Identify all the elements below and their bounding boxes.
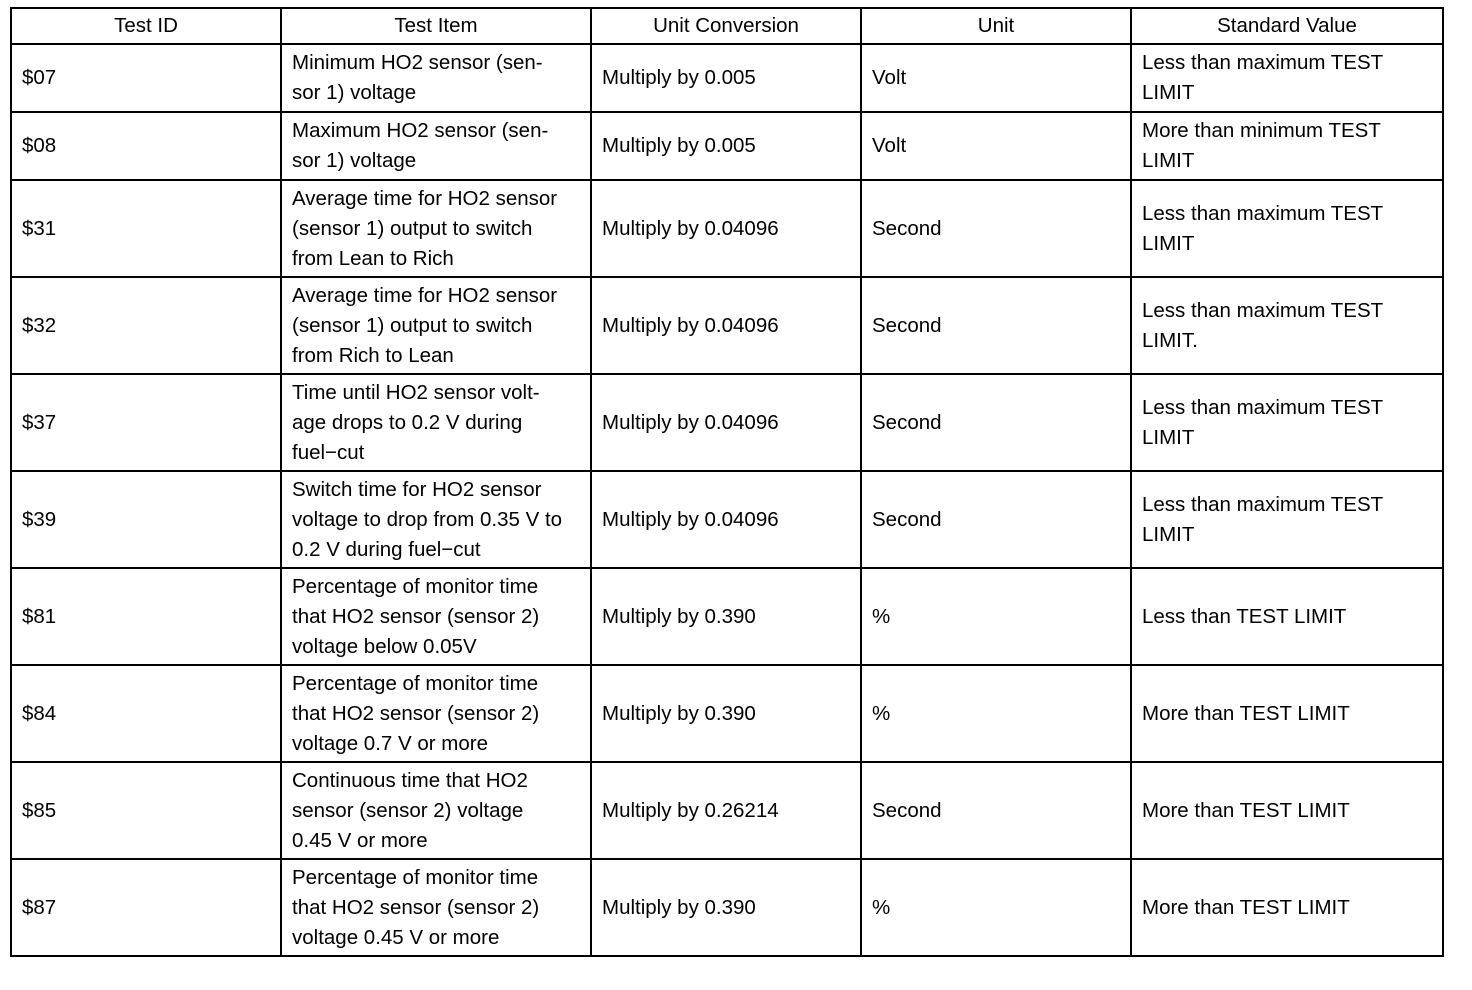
cell-test-item: Switch time for HO2 sensor voltage to drop from 0.35 V to 0.2 V during fuel−cut (281, 471, 591, 568)
cell-unit-conversion: Multiply by 0.390 (591, 859, 861, 956)
cell-test-id: $85 (11, 762, 281, 859)
cell-test-item: Percentage of monitor time that HO2 sensor (sensor 2) voltage 0.45 V or more (281, 859, 591, 956)
cell-standard-value: Less than maximum TEST LIMIT (1131, 44, 1443, 112)
cell-test-id: $07 (11, 44, 281, 112)
cell-test-item: Percentage of monitor time that HO2 sensor (sensor 2) voltage 0.7 V or more (281, 665, 591, 762)
table-row (11, 568, 1443, 665)
cell-unit: Second (861, 277, 1131, 374)
table-row (11, 277, 1443, 374)
table-row (11, 665, 1443, 762)
test-spec-table (10, 7, 1444, 957)
table-row (11, 180, 1443, 277)
header-row (11, 8, 1443, 44)
cell-test-id: $32 (11, 277, 281, 374)
cell-unit-conversion: Multiply by 0.390 (591, 665, 861, 762)
cell-unit: Volt (861, 44, 1131, 112)
cell-standard-value: More than minimum TEST LIMIT (1131, 112, 1443, 180)
cell-unit-conversion: Multiply by 0.04096 (591, 374, 861, 471)
cell-test-id: $31 (11, 180, 281, 277)
cell-unit: % (861, 859, 1131, 956)
cell-test-item: Minimum HO2 sensor (sen- sor 1) voltage (281, 44, 591, 112)
cell-test-id: $81 (11, 568, 281, 665)
cell-standard-value: Less than maximum TEST LIMIT (1131, 471, 1443, 568)
cell-standard-value: Less than TEST LIMIT (1131, 568, 1443, 665)
cell-unit-conversion: Multiply by 0.005 (591, 44, 861, 112)
table-body (11, 44, 1443, 956)
cell-standard-value: More than TEST LIMIT (1131, 665, 1443, 762)
cell-standard-value: Less than maximum TEST LIMIT (1131, 180, 1443, 277)
cell-unit-conversion: Multiply by 0.26214 (591, 762, 861, 859)
cell-standard-value: More than TEST LIMIT (1131, 859, 1443, 956)
cell-unit-conversion: Multiply by 0.390 (591, 568, 861, 665)
cell-unit: Second (861, 762, 1131, 859)
cell-test-id: $84 (11, 665, 281, 762)
table-row (11, 859, 1443, 956)
header-unit-conversion: Unit Conversion (591, 8, 861, 44)
header-standard-value: Standard Value (1131, 8, 1443, 44)
cell-test-item: Time until HO2 sensor volt- age drops to 0.2 V during fuel−cut (281, 374, 591, 471)
cell-unit-conversion: Multiply by 0.005 (591, 112, 861, 180)
table-row (11, 44, 1443, 112)
table-header (11, 8, 1443, 44)
cell-unit-conversion: Multiply by 0.04096 (591, 471, 861, 568)
cell-standard-value: Less than maximum TEST LIMIT. (1131, 277, 1443, 374)
header-unit: Unit (861, 8, 1131, 44)
cell-test-id: $37 (11, 374, 281, 471)
cell-test-item: Percentage of monitor time that HO2 sensor (sensor 2) voltage below 0.05V (281, 568, 591, 665)
cell-unit: Second (861, 180, 1131, 277)
cell-unit: Second (861, 471, 1131, 568)
cell-test-item: Continuous time that HO2 sensor (sensor 2) voltage 0.45 V or more (281, 762, 591, 859)
cell-unit: Second (861, 374, 1131, 471)
cell-unit: % (861, 568, 1131, 665)
table-row (11, 471, 1443, 568)
cell-test-item: Maximum HO2 sensor (sen- sor 1) voltage (281, 112, 591, 180)
table-row (11, 112, 1443, 180)
cell-test-item: Average time for HO2 sensor (sensor 1) output to switch from Lean to Rich (281, 180, 591, 277)
header-test-id: Test ID (11, 8, 281, 44)
cell-unit-conversion: Multiply by 0.04096 (591, 180, 861, 277)
header-test-item: Test Item (281, 8, 591, 44)
cell-unit: % (861, 665, 1131, 762)
table-row (11, 374, 1443, 471)
cell-standard-value: More than TEST LIMIT (1131, 762, 1443, 859)
cell-unit-conversion: Multiply by 0.04096 (591, 277, 861, 374)
cell-test-id: $08 (11, 112, 281, 180)
cell-standard-value: Less than maximum TEST LIMIT (1131, 374, 1443, 471)
table-row (11, 762, 1443, 859)
cell-unit: Volt (861, 112, 1131, 180)
cell-test-id: $87 (11, 859, 281, 956)
cell-test-item: Average time for HO2 sensor (sensor 1) output to switch from Rich to Lean (281, 277, 591, 374)
cell-test-id: $39 (11, 471, 281, 568)
